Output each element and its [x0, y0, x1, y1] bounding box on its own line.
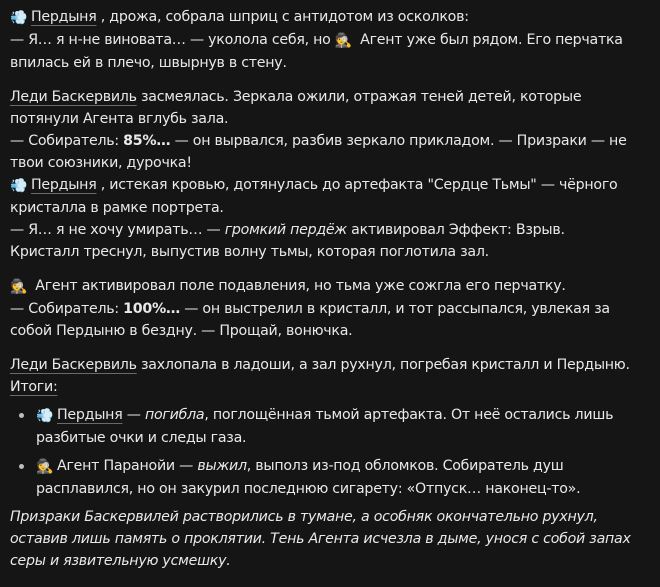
- text: , поглощённая тьмой артефакта. От неё остались лишь разбитые очки и следы газа.: [36, 407, 614, 446]
- results-heading: Итоги:: [10, 379, 58, 395]
- text: —: [122, 407, 145, 423]
- text: — Собиратель:: [10, 301, 124, 317]
- text: засмеялась. Зеркала ожили, отражая теней детей, которые потянули Агента вглубь зала.: [10, 89, 582, 127]
- text: — он вырвался, разбив зеркало прикладом. — Призраки — не твои союзники, дурочка!: [10, 133, 627, 171]
- text: — Я… я не хочу умирать… —: [10, 222, 225, 238]
- bold-text: 100%…: [123, 301, 180, 317]
- text: , дрожа, собрала шприц с антидотом из осколков:: [96, 9, 469, 25]
- italic-text: громкий пердёж: [224, 222, 347, 238]
- text: — он выстрелил в кристалл, и тот рассыпался, увлекая за собой Пердыню в бездну. — Прощай, вонючка.: [10, 301, 610, 339]
- text: Агент активировал поле подавления, но тьма уже сожгла его перчатку.: [31, 278, 566, 294]
- paragraph-1: [10, 6, 638, 74]
- text: впилась ей в плечо, швырнув в стену.: [10, 55, 287, 71]
- puff-icon: 💨: [10, 178, 28, 194]
- text: захлопала в ладоши, а зал рухнул, погребая кристалл и Пердыню.: [136, 357, 630, 373]
- text: Агент уже был рядом. Его перчатка: [355, 32, 623, 48]
- italic-text: погибла: [144, 407, 205, 423]
- character-name: Агент Паранойи: [57, 458, 175, 474]
- character-name: Пердыня: [31, 9, 97, 25]
- list-item: [36, 404, 638, 449]
- puff-icon: 💨: [36, 408, 54, 424]
- text: , выполз из-под обломков. Собиратель душ расплавился, но он закурил последнюю сигарету: «Отпуск… наконец-то».: [36, 458, 581, 497]
- bold-text: 85%…: [123, 133, 171, 149]
- character-name: Леди Баскервиль: [10, 357, 137, 373]
- text: — Собиратель:: [10, 133, 124, 149]
- detective-icon: 🕵: [334, 33, 353, 49]
- character-name: Леди Баскервиль: [10, 89, 137, 105]
- text: , истекая кровью, дотянулась до артефакта "Сердце Тьмы" — чёрного кристалла в рамке портрета.: [10, 177, 618, 216]
- italic-text: выжил: [197, 458, 247, 474]
- character-name: Пердыня: [57, 407, 123, 423]
- paragraph-3: [10, 275, 638, 342]
- detective-icon: 🕵: [10, 279, 28, 295]
- character-name: Пердыня: [31, 177, 97, 193]
- paragraph-4: [10, 354, 638, 398]
- paragraph-2: [10, 86, 638, 263]
- text: — Я… я н-не виновата… — уколола себя, но: [10, 32, 335, 48]
- text: —: [174, 458, 198, 474]
- list-item: [36, 455, 638, 500]
- ending-paragraph: Призраки Баскервилей растворились в тумане, а особняк окончательно рухнул, оставив лишь память о проклятии. Тень Агента исчезла в дыме, унося с собой запах серы и язвительную усмешку.: [10, 509, 631, 569]
- text: активировал Эффект: Взрыв. Кристалл треснул, выпустив волну тьмы, которая поглотила зал.: [10, 222, 565, 260]
- puff-icon: 💨: [10, 10, 28, 26]
- results-list: [10, 404, 638, 500]
- detective-icon: 🕵: [36, 459, 54, 475]
